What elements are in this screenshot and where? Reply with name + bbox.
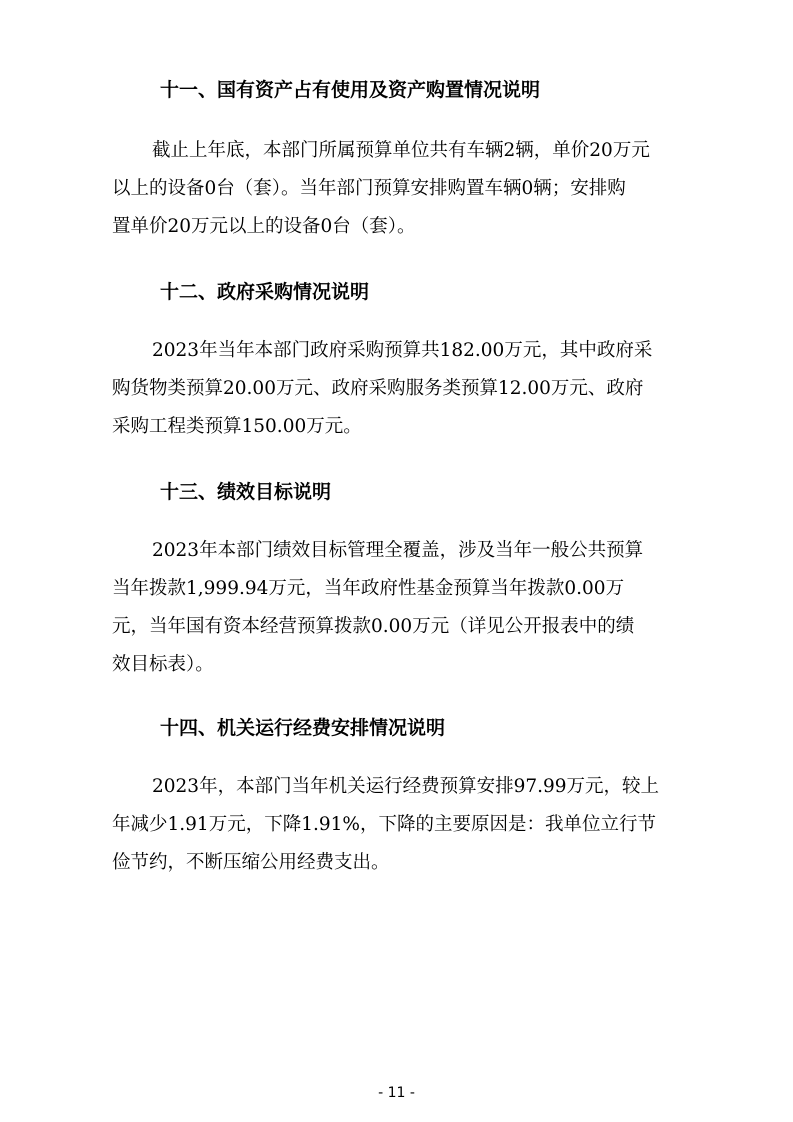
- paragraph-line: 2023年本部门绩效目标管理全覆盖，涉及当年一般公共预算: [152, 540, 644, 561]
- paragraph-line: 年减少1.91万元，下降1.91%，下降的主要原因是：我单位立行节: [112, 814, 656, 835]
- section-12-paragraph: [112, 332, 712, 446]
- section-12-heading: 十二、政府采购情况说明: [160, 281, 370, 303]
- paragraph-line: 以上的设备0台（套）。当年部门预算安排购置车辆0辆；安排购: [112, 178, 626, 199]
- paragraph-line: 元，当年国有资本经营预算拨款0.00万元（详见公开报表中的绩: [112, 616, 635, 637]
- paragraph-line: 截止上年底，本部门所属预算单位共有车辆2辆，单价20万元: [152, 140, 650, 161]
- paragraph-line: 2023年当年本部门政府采购预算共182.00万元，其中政府采: [152, 340, 653, 361]
- section-11-paragraph: [112, 132, 712, 246]
- paragraph-line: 采购工程类预算150.00万元。: [112, 416, 362, 437]
- section-13-heading: 十三、绩效目标说明: [160, 481, 332, 503]
- section-14-paragraph: [112, 768, 712, 882]
- section-14-heading: 十四、机关运行经费安排情况说明: [160, 717, 446, 739]
- paragraph-line: 2023年，本部门当年机关运行经费预算安排97.99万元，较上: [152, 776, 660, 797]
- paragraph-line: 当年拨款1,999.94万元，当年政府性基金预算当年拨款0.00万: [112, 578, 625, 599]
- section-13-paragraph: [112, 532, 712, 684]
- paragraph-line: 效目标表）。: [112, 654, 214, 675]
- page-number: - 11 -: [378, 1085, 415, 1101]
- paragraph-line: 俭节约，不断压缩公用经费支出。: [112, 852, 390, 873]
- paragraph-line: 置单价20万元以上的设备0台（套）。: [112, 216, 416, 237]
- paragraph-line: 购货物类预算20.00万元、政府采购服务类预算12.00万元、政府: [112, 378, 644, 399]
- section-11-heading: 十一、国有资产占有使用及资产购置情况说明: [160, 79, 541, 101]
